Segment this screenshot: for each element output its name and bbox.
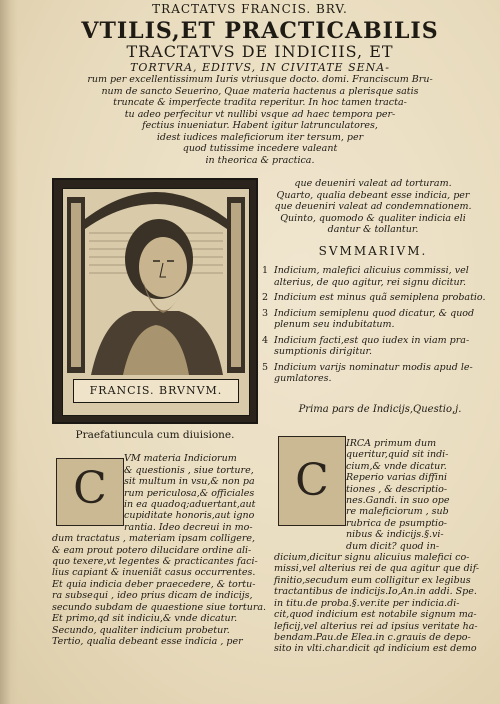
summary-item xyxy=(262,265,484,288)
text-line: leficij,vel alterius rei ad ipsius veritate ha- xyxy=(274,620,478,632)
text-line: dum dicit? quod in- xyxy=(346,540,440,552)
dropcap-left xyxy=(56,458,124,526)
summary-text: gumlatores. xyxy=(274,373,332,384)
text-line: tractantibus de indicijs.Io,An.in addi. Spe. xyxy=(274,586,477,598)
intro-line: idest iudices maleficiorum iter tersum, per xyxy=(156,131,364,143)
text-line: nes.Gandi. in suo ope xyxy=(346,495,450,507)
text-line: queritur,quid sit indi- xyxy=(346,449,449,461)
text-line: secundo subdam de quaestione siue tortura. xyxy=(52,601,267,613)
intro-line: tu adeo perfecitur vt nullibi vsque ad haec tempora per- xyxy=(124,108,396,120)
summary-text: Indicium facti,est quo iudex in viam pra- xyxy=(274,334,470,346)
text-line: finitio,secudum eum colligitur ex legibus xyxy=(274,574,471,586)
text-line: dicium,dicitur signu alicuius malefici co- xyxy=(274,552,470,564)
text-line: missi,vel alterius rei de qua agitur que dif- xyxy=(274,563,480,575)
text-line: rum periculosa,& officiales xyxy=(124,487,255,499)
text-line: & eam prout potero dilucidare ordine ali- xyxy=(52,544,252,556)
intro-line: fectius inueniatur. Habent igitur latrunculatores, xyxy=(142,120,378,131)
summary-number: 3 xyxy=(262,307,269,319)
text-line: cupiditate honoris,aut igno xyxy=(124,510,255,522)
summary-number: 1 xyxy=(262,265,269,276)
summary-number: 5 xyxy=(262,361,269,373)
dropcap-letter: C xyxy=(295,455,329,506)
intro-line: in theorica & practica. xyxy=(205,154,315,166)
text-line: re maleficiorum , sub xyxy=(346,506,449,518)
text-line: ra subsequi , ideo prius dicam de indicijs, xyxy=(52,590,253,602)
summary-number: 2 xyxy=(262,292,269,303)
section-heading: Prima pars de Indicijs,Questio,j. xyxy=(298,404,462,415)
intro-line: rum per excellentissimum Iuris vtriusque docto. domi. Franciscum Bru- xyxy=(87,74,433,85)
text-line: sito in vlti.char.dicit qd indicium est demo xyxy=(274,643,477,655)
text-line: dantur & tollantur. xyxy=(327,224,419,235)
preface-heading: Praefatiuncula cum diuisione. xyxy=(75,429,235,441)
text-line: Reperio varias diffini xyxy=(346,472,448,484)
text-line: Tertio, qualia debeant esse indicia , per xyxy=(52,635,243,647)
summary-text: alterius, de quo agitur, rei signu dicitur. xyxy=(274,276,467,288)
intro-paragraph xyxy=(60,74,460,166)
text-line: que deueniri valeat ad condemnationem. xyxy=(274,201,472,212)
summary-item xyxy=(262,292,484,304)
summary-text: sumptionis dirigitur. xyxy=(274,346,372,357)
text-line: VM materia Indiciorum xyxy=(124,453,237,465)
portrait-woodcut xyxy=(52,178,258,424)
text-line: rubrica de psumptio- xyxy=(346,517,447,529)
text-line: rantia. Ideo decreui in mo- xyxy=(124,521,253,533)
text-line: que deueniri valeat ad torturam. xyxy=(294,178,452,189)
intro-line: num de sancto Seuerino, Quae materia hactenus a plerisque satis xyxy=(101,85,419,97)
text-line: Et primo,qd sit indiciu,& vnde dicatur. xyxy=(52,613,238,625)
text-line: Et quia indicia deber praecedere, & tortu- xyxy=(52,578,256,590)
text-line: cium,& vnde dicatur. xyxy=(346,460,447,472)
summary-text: Indicium varijs nominatur modis apud le- xyxy=(274,361,473,373)
page-gutter xyxy=(0,0,18,704)
summary-number: 4 xyxy=(262,334,269,346)
text-line: Quinto, quomodo & qualiter indicia eli xyxy=(280,212,466,224)
dropcap-right xyxy=(278,436,346,526)
text-line: Quarto, qualia debeant esse indicia, per xyxy=(276,189,470,201)
right-column-top xyxy=(262,178,484,389)
text-line: nibus & indicijs.§.vi- xyxy=(346,529,444,541)
text-line: sit multum in vsu,& non pa xyxy=(124,476,255,488)
portrait-inner-frame xyxy=(62,188,250,416)
summary-item xyxy=(262,335,484,358)
text-line: IRCA primum dum xyxy=(346,438,437,449)
title-line-1: VTILIS,ET PRACTICABILIS xyxy=(81,18,439,44)
text-line: in ea quadoq;aduertant,aut xyxy=(124,499,256,511)
summary-text: Indicium, malefici alicuius commissi, vel xyxy=(274,265,469,276)
text-line: in titu.de proba.§.ver.ite per indicia.di- xyxy=(274,597,460,609)
dropcap-letter: C xyxy=(73,463,107,514)
summary-item xyxy=(262,362,484,385)
summary-item xyxy=(262,308,484,331)
summary-text: plenum seu indubitatum. xyxy=(274,319,395,330)
intro-line: quod tutissime incedere valeant xyxy=(182,143,338,154)
text-line: quo texere,vt legentes & practicantes faci- xyxy=(52,556,258,568)
text-line: tiones , & descriptio- xyxy=(346,483,448,495)
title-line-2: TRACTATVS DE INDICIIS, ET xyxy=(126,42,394,61)
intro-line: truncate & imperfecte tradita reperitur. In hoc tamen tracta- xyxy=(113,97,407,108)
text-line: dum tractatus , materiam ipsam colligere, xyxy=(52,533,256,545)
title-line-3: TORTVRA, EDITVS, IN CIVITATE SENA- xyxy=(130,61,390,74)
text-line: & questionis , siue torture, xyxy=(124,464,254,476)
running-head: TRACTATVS FRANCIS. BRV. xyxy=(152,2,348,16)
portrait-engraving xyxy=(63,189,249,375)
text-line: Secundo, qualiter indicium probetur. xyxy=(52,624,230,636)
text-line: lius capiant & inueniãt casus occurrentes. xyxy=(52,567,256,579)
text-line: cit,quod indicium est notabile signum ma- xyxy=(274,609,477,621)
summary-text: Indicium est minus quã semiplena probatio. xyxy=(274,292,486,303)
summary-title: SVMMARIVM. xyxy=(318,243,428,258)
portrait-caption: FRANCIS. BRVNVM. xyxy=(73,379,239,403)
summary-text: Indicium semiplenu quod dicatur, & quod xyxy=(274,307,475,319)
text-line: bendam.Pau.de Elea.in c.grauis de depo- xyxy=(274,631,471,643)
